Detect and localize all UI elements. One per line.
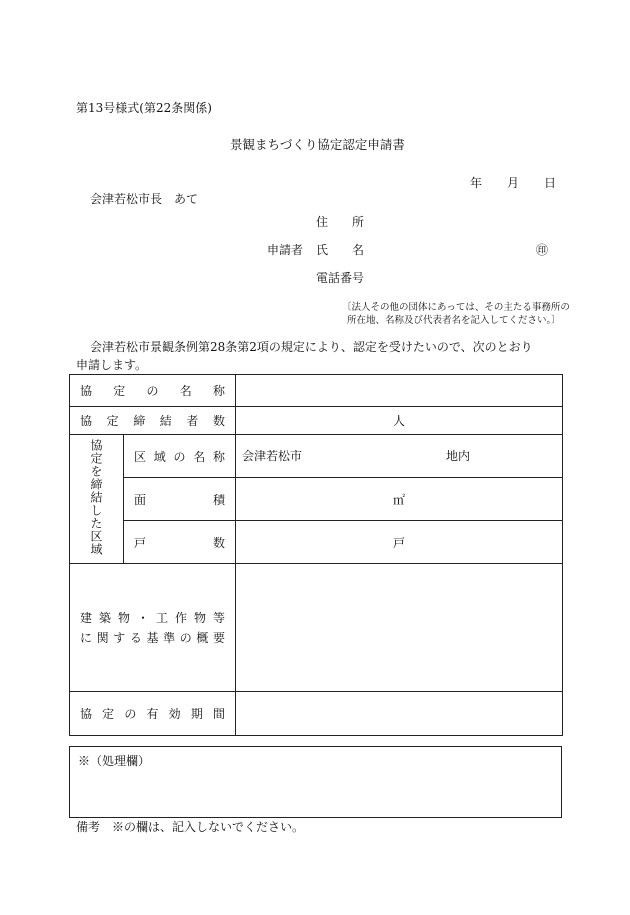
date-day-label: 日 <box>544 176 557 190</box>
agreement-name-field[interactable] <box>236 375 563 407</box>
table-row <box>70 407 563 435</box>
application-table <box>69 374 563 736</box>
area-name-field[interactable] <box>236 435 563 478</box>
area-size-label-cell <box>124 478 236 521</box>
household-field[interactable] <box>236 521 563 564</box>
address-label: 住 所 <box>316 215 365 229</box>
area-size-unit: ㎡ <box>393 492 406 507</box>
seal-mark: ㊞ <box>536 243 549 257</box>
phone-label: 電話番号 <box>316 271 365 285</box>
parties-count-label: 協定締結者数 <box>80 414 226 428</box>
area-size-field[interactable] <box>236 478 563 521</box>
parties-count-label-cell <box>70 407 236 435</box>
standards-label-line2: に関する基準の概要 <box>80 630 226 645</box>
agreement-name-label: 協定の名称 <box>80 384 226 398</box>
body-text-line1: 会津若松市景観条例第28条第2項の規定により、認定を受けたいので、次のとおり <box>90 340 533 354</box>
area-name-label-cell <box>124 435 236 478</box>
area-group-label: 協定を締結した区域 <box>89 439 103 556</box>
household-unit: 戸 <box>393 535 406 550</box>
applicant-label: 申請者 <box>267 243 304 257</box>
body-text-line2: 申請します。 <box>76 358 148 372</box>
date-month-label: 月 <box>507 176 520 190</box>
standards-field[interactable] <box>236 564 563 692</box>
agreement-name-label-cell <box>70 375 236 407</box>
parties-count-unit: 人 <box>393 414 406 428</box>
area-group-label-cell <box>70 435 124 564</box>
household-label-cell <box>124 521 236 564</box>
table-row <box>70 564 563 692</box>
area-name-suffix: 地内 <box>446 449 471 463</box>
table-row <box>70 692 563 736</box>
addressee: 会津若松市長 あて <box>90 192 199 206</box>
applicant-note-line1: 〔法人その他の団体にあっては、その主たる事務所の <box>342 302 570 313</box>
table-row <box>70 435 563 478</box>
parties-count-field[interactable] <box>236 407 563 435</box>
validity-label-cell <box>70 692 236 736</box>
applicant-note-line2: 所在地、名称及び代表者名を記入してください。〕 <box>347 315 561 326</box>
table-row <box>70 478 563 521</box>
area-name-prefix: 会津若松市 <box>242 449 303 463</box>
area-size-label: 面積 <box>134 492 226 507</box>
household-label: 戸数 <box>134 535 226 550</box>
form-number: 第13号様式(第22条関係) <box>76 101 212 115</box>
processing-label: ※（処理欄） <box>78 754 151 768</box>
standards-label-cell <box>70 564 236 692</box>
date-year-label: 年 <box>470 176 483 190</box>
table-row <box>70 521 563 564</box>
area-name-label: 区域の名称 <box>134 449 226 464</box>
validity-label: 協定の有効期間 <box>80 707 226 721</box>
name-label: 氏 名 <box>316 243 365 257</box>
validity-field[interactable] <box>236 692 563 736</box>
form-title: 景観まちづくり協定認定申請書 <box>230 137 405 152</box>
table-row <box>70 375 563 407</box>
standards-label-line1: 建築物・工作物等 <box>80 610 226 625</box>
remarks: 備考 ※の欄は、記入しないでください。 <box>76 820 305 834</box>
processing-box <box>69 746 562 818</box>
